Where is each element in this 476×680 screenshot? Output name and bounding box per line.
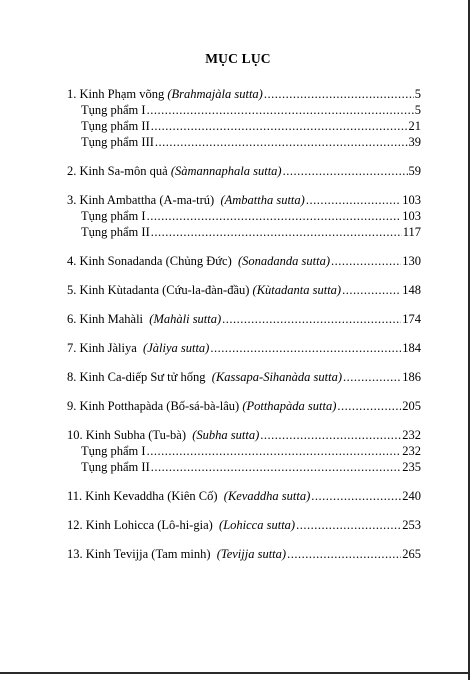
toc-entry-vietnamese-title: 3. Kinh Ambattha (A-ma-trú)	[67, 193, 221, 207]
toc-subentry-title: Tụng phẩm I	[81, 444, 146, 458]
dot-leader	[151, 459, 402, 475]
toc-subentry-title: Tụng phẩm II	[81, 225, 150, 239]
toc-entry-vietnamese-title: 8. Kinh Ca-diếp Sư tử hống	[67, 370, 212, 384]
toc-entry-group	[67, 192, 421, 240]
toc-page-number: 174	[402, 312, 421, 326]
dot-leader	[296, 517, 401, 533]
page-title: MỤC LỤC	[205, 51, 271, 66]
toc-entry-vietnamese-title: 5. Kinh Kùtadanta (Cứu-la-đàn-đầu)	[67, 283, 253, 297]
toc-entry-title	[67, 192, 305, 208]
dot-leader	[287, 546, 401, 562]
toc-subentry-title: Tụng phẩm II	[81, 460, 150, 474]
toc-subentry[interactable]	[67, 224, 421, 240]
toc-subentry[interactable]	[67, 118, 421, 134]
toc-entry-group	[67, 517, 421, 533]
toc-entry-title	[67, 398, 336, 414]
dot-leader	[151, 118, 408, 134]
toc-subentry-title: Tụng phẩm I	[81, 103, 146, 117]
toc-entry-group	[67, 86, 421, 150]
toc-entry-title	[67, 311, 221, 327]
toc-entry-title	[67, 253, 330, 269]
toc-entry-vietnamese-title: 11. Kinh Kevaddha (Kiên Cố)	[67, 489, 224, 503]
toc-entry-title	[67, 282, 341, 298]
toc-page-number: 253	[402, 518, 421, 532]
toc-page-number: 59	[408, 164, 421, 178]
toc-entry-pali-title: (Brahmajàla sutta)	[167, 87, 263, 101]
toc-entry-group	[67, 282, 421, 298]
toc-page-number: 5	[414, 87, 421, 101]
toc-entry-group	[67, 369, 421, 385]
toc-page-number: 240	[402, 489, 421, 503]
toc-entry-vietnamese-title: 4. Kinh Sonadanda (Chủng Đức)	[67, 254, 238, 268]
toc-subentry-title: Tụng phẩm I	[81, 209, 146, 223]
toc-entry-vietnamese-title: 13. Kinh Tevijja (Tam minh)	[67, 547, 217, 561]
toc-entry[interactable]	[67, 517, 421, 533]
dot-leader	[342, 282, 401, 298]
dot-leader	[151, 224, 402, 240]
toc-entry-pali-title: (Potthapàda sutta)	[242, 399, 337, 413]
toc-entry-title	[67, 517, 295, 533]
toc-entry[interactable]	[67, 253, 421, 269]
toc-page-number: 130	[402, 254, 421, 268]
toc-page-number: 265	[402, 547, 421, 561]
toc-subentry[interactable]	[67, 459, 421, 475]
toc-entry-vietnamese-title: 6. Kinh Mahàli	[67, 312, 150, 326]
toc-entry-group	[67, 253, 421, 269]
toc-entry-group	[67, 546, 421, 562]
toc-subentry[interactable]	[67, 134, 421, 150]
toc-entry-pali-title: (Sàmannaphala sutta)	[170, 164, 282, 178]
page-border-bottom	[0, 672, 470, 674]
dot-leader	[147, 102, 414, 118]
toc-entry-group	[67, 311, 421, 327]
toc-entry-group	[67, 488, 421, 504]
toc-entry-group	[67, 398, 421, 414]
toc-subentry[interactable]	[67, 208, 421, 224]
toc-subentry-title: Tụng phẩm II	[81, 119, 150, 133]
toc-entry[interactable]	[67, 86, 421, 102]
toc-entry[interactable]	[67, 192, 421, 208]
toc-entry-pali-title: (Subha sutta)	[192, 428, 260, 442]
toc-entry-pali-title: (Lohicca sutta)	[219, 518, 296, 532]
toc-entry-pali-title: (Tevijja sutta)	[216, 547, 287, 561]
toc-page-number: 235	[402, 460, 421, 474]
toc-entry-pali-title: (Jàliya sutta)	[143, 341, 210, 355]
dot-leader	[222, 311, 401, 327]
toc-page-number: 232	[402, 444, 421, 458]
toc-subentry[interactable]	[67, 102, 421, 118]
toc-entry-vietnamese-title: 10. Kinh Subha (Tu-bà)	[67, 428, 193, 442]
toc-entry-pali-title: (Mahàli sutta)	[149, 312, 222, 326]
toc-entry-title	[67, 427, 259, 443]
page-border-right	[468, 0, 470, 680]
dot-leader	[311, 488, 401, 504]
dot-leader	[210, 340, 401, 356]
toc-page-number: 232	[402, 428, 421, 442]
toc-page-number: 205	[402, 399, 421, 413]
toc-entry-vietnamese-title: 9. Kinh Potthapàda (Bố-sá-bà-lâu)	[67, 399, 243, 413]
toc-page-number: 117	[402, 225, 421, 239]
toc-entry-title	[67, 369, 342, 385]
table-of-contents	[67, 86, 421, 575]
toc-entry[interactable]	[67, 427, 421, 443]
toc-entry-pali-title: (Kevaddha sutta)	[223, 489, 311, 503]
dot-leader	[331, 253, 401, 269]
toc-page-number: 103	[402, 209, 421, 223]
toc-entry[interactable]	[67, 282, 421, 298]
toc-entry-vietnamese-title: 7. Kinh Jàliya	[67, 341, 144, 355]
toc-entry[interactable]	[67, 163, 421, 179]
toc-entry-title	[67, 546, 286, 562]
dot-leader	[147, 208, 402, 224]
toc-page-number: 21	[408, 119, 421, 133]
toc-entry[interactable]	[67, 546, 421, 562]
toc-entry-vietnamese-title: 2. Kinh Sa-môn quả	[67, 164, 171, 178]
toc-entry-group	[67, 163, 421, 179]
toc-page-number: 103	[402, 193, 421, 207]
toc-entry[interactable]	[67, 340, 421, 356]
toc-entry[interactable]	[67, 398, 421, 414]
dot-leader	[337, 398, 401, 414]
toc-entry-group	[67, 340, 421, 356]
dot-leader	[343, 369, 401, 385]
toc-entry-pali-title: (Ambattha sutta)	[220, 193, 305, 207]
toc-entry-pali-title: (Kassapa-Sihanàda sutta)	[211, 370, 343, 384]
toc-entry-title	[67, 340, 209, 356]
dot-leader	[147, 443, 402, 459]
toc-entry[interactable]	[67, 369, 421, 385]
dot-leader	[260, 427, 401, 443]
toc-subentry-title: Tụng phẩm III	[81, 135, 154, 149]
dot-leader	[264, 86, 414, 102]
dot-leader	[306, 192, 401, 208]
toc-entry-title	[67, 163, 282, 179]
dot-leader	[155, 134, 408, 150]
toc-entry[interactable]	[67, 488, 421, 504]
toc-subentry[interactable]	[67, 443, 421, 459]
toc-page-number: 148	[402, 283, 421, 297]
toc-page-number: 5	[414, 103, 421, 117]
toc-page-number: 186	[402, 370, 421, 384]
toc-entry-pali-title: (Kùtadanta sutta)	[252, 283, 342, 297]
toc-page-number: 39	[408, 135, 421, 149]
toc-entry-title	[67, 488, 310, 504]
toc-entry-vietnamese-title: 1. Kinh Phạm võng	[67, 87, 168, 101]
toc-entry-title	[67, 86, 263, 102]
dot-leader	[283, 163, 408, 179]
toc-entry-vietnamese-title: 12. Kinh Lohicca (Lô-hi-gia)	[67, 518, 220, 532]
toc-entry-group	[67, 427, 421, 475]
toc-entry[interactable]	[67, 311, 421, 327]
toc-page-number: 184	[402, 341, 421, 355]
toc-entry-pali-title: (Sonadanda sutta)	[237, 254, 330, 268]
